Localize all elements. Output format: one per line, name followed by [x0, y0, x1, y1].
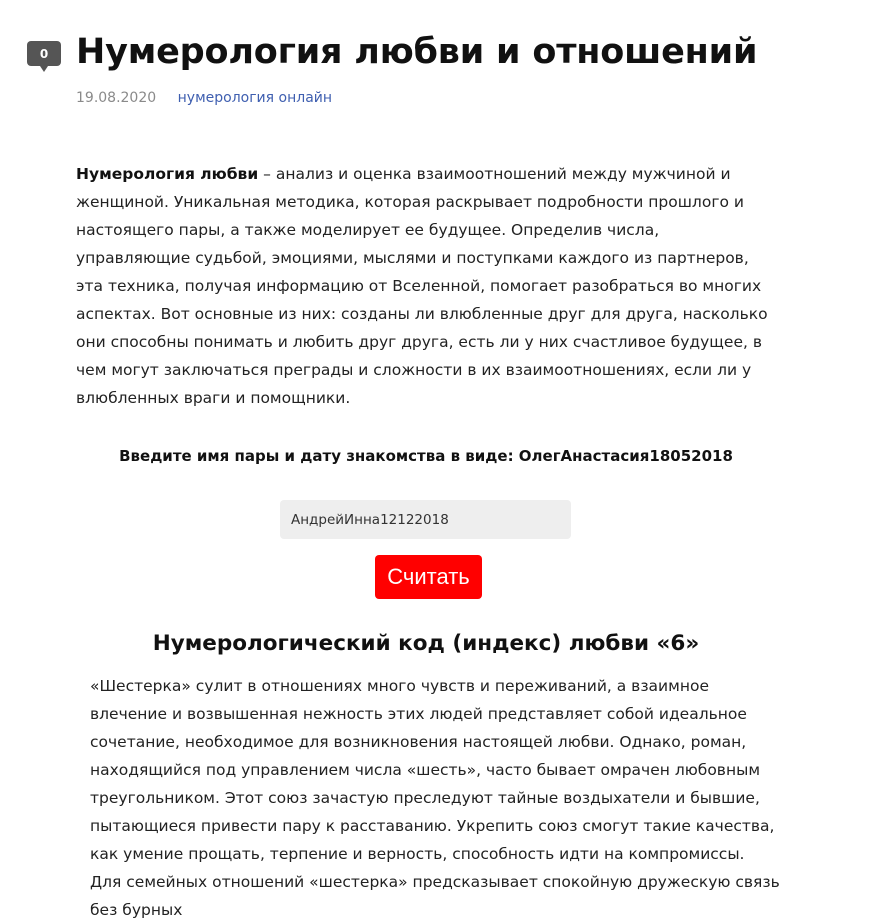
post-date: 19.08.2020 [76, 90, 157, 106]
calculate-button[interactable]: Считать [375, 555, 482, 599]
comment-count-badge[interactable] [27, 41, 61, 66]
result-text: «Шестерка» сулит в отношениях много чувств и переживаний, а взаимное влечение и возвышенная нежность этих людей представляет собой идеальное сочетание, необходимое для возникновения настоящей любви. Однако, роман, находящийся под управлением числа «шесть», часто бывает омрачен любовным треугольником. Этот союз зачастую преследуют тайные воздыхатели и бывшие, пытающиеся привести пару к расставанию. Укрепить союз смогут такие качества, как умение прощать, терпение и верность, способность идти на компромиссы. Для семейных отношений «шестерка» предсказывает спокойную дружескую связь без бурных [90, 677, 780, 919]
couple-input[interactable] [280, 500, 571, 539]
category-link[interactable]: нумерология онлайн [177, 90, 333, 106]
post-meta [76, 89, 332, 107]
result-heading: Нумерологический код (индекс) любви «6» [152, 631, 700, 656]
intro-paragraph [76, 160, 776, 412]
comment-count: 0 [39, 46, 49, 61]
intro-text: – анализ и оценка взаимоотношений между мужчиной и женщиной. Уникальная методика, которая раскрывает подробности прошлого и настоящего пары, а также моделирует ее будущее. Определив числа, управляющие судьбой, эмоциями, мыслями и поступками каждого из партнеров, эта техника, получая информацию от Вселенной, помогает разобраться во многих аспектах. Вот основные из них: созданы ли влюбленные друг для друга, насколько они способны понимать и любить друг друга, есть ли у них счастливое будущее, в чем могут заключаться преграды и сложности в их взаимоотношениях, если ли у влюбленных враги и помощники. [76, 165, 768, 407]
calculator-prompt: Введите имя пары и дату знакомства в виде: ОлегАнастасия18052018 [119, 447, 733, 465]
page-title: Нумерология любви и отношений [76, 32, 758, 72]
intro-lead: Нумерология любви [76, 165, 259, 183]
